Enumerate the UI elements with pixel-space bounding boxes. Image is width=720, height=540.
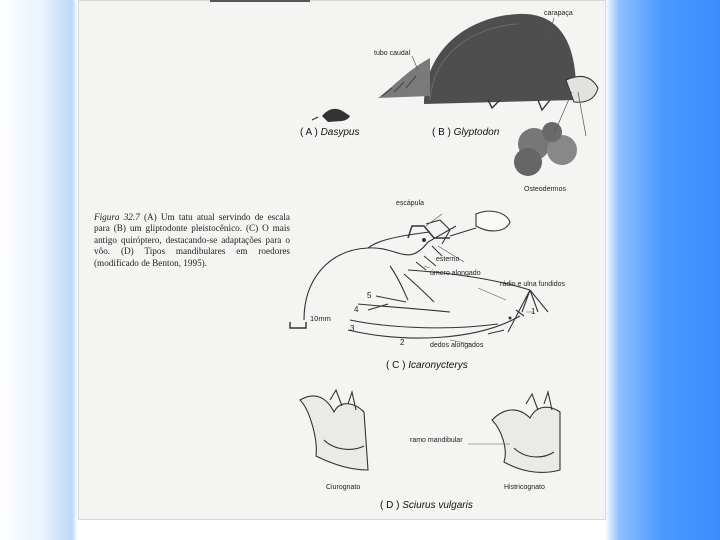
label-scale: 10mm: [310, 314, 331, 323]
label-escapula: escápula: [396, 200, 425, 207]
label-ramo-mandibular: ramo mandibular: [410, 437, 463, 444]
sciurus-jaws: [300, 390, 560, 472]
panel-d-name: Sciurus vulgaris: [402, 500, 473, 511]
label-esterno: esterno: [436, 256, 460, 263]
panel-a-name: Dasypus: [320, 127, 360, 138]
panel-d-title: [380, 500, 473, 511]
label-digit-5: 5: [367, 291, 372, 300]
label-digit-4: 4: [354, 305, 359, 314]
dasypus-drawing: [312, 109, 350, 122]
glyptodon-drawing: [378, 14, 598, 176]
panel-a-title: [300, 127, 359, 138]
panel-b-name: Glyptodon: [453, 127, 500, 138]
panel-c-title: [386, 360, 468, 371]
label-digit-2: 2: [400, 338, 405, 347]
label-digit-3: 3: [350, 324, 355, 333]
panel-b-letter: ( B ): [432, 127, 451, 138]
label-dedos: dedos alongados: [430, 342, 484, 349]
label-histricognato: Histricognato: [504, 484, 545, 491]
label-carapaca: carapaça: [544, 10, 573, 17]
panel-c-letter: ( C ): [386, 360, 406, 371]
scanned-page: [78, 0, 606, 520]
figure-caption: [94, 212, 290, 269]
caption-figure-number: Figura 32.7: [94, 212, 140, 222]
label-tubo-caudal: tubo caudal: [374, 50, 411, 57]
panel-c-name: Icaronycterys: [408, 360, 468, 371]
label-umero: úmero alongado: [430, 270, 481, 277]
panel-b-title: [432, 127, 499, 138]
label-ciurognato: Ciurognato: [326, 484, 361, 491]
panel-d-letter: ( D ): [380, 500, 400, 511]
caption-text: (A) Um tatu atual servindo de escala para (B) um gliptodonte pleistocênico. (C) O mais antigo quiróptero, destacando-se adaptações para o vôo. (D) Tipos mandibulares em roedores (modificado de Benton, 1995).: [94, 212, 291, 268]
icaronycterys-skeleton: [290, 211, 548, 344]
osteoderm-blocks: [514, 122, 577, 176]
label-digit-1: 1: [531, 307, 536, 316]
panel-a-letter: ( A ): [300, 127, 318, 138]
label-radio-ulna: rádio e ulna fundidos: [500, 281, 565, 288]
label-osteodermos: Osteodermos: [524, 186, 567, 193]
